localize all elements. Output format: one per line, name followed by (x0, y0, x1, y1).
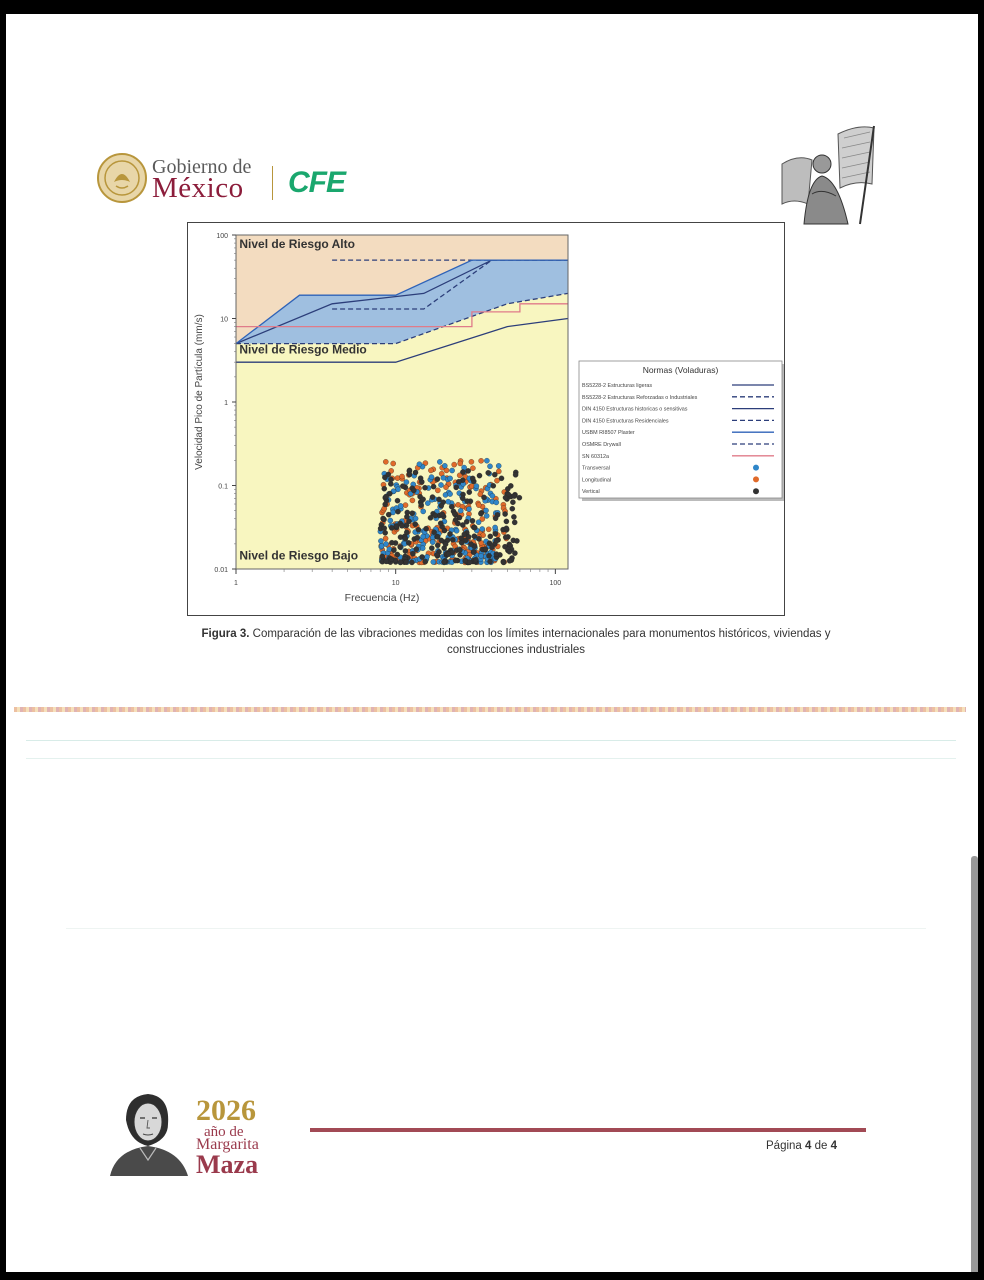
scatter-point (403, 548, 408, 553)
scatter-point (479, 458, 484, 463)
scatter-point (446, 499, 451, 504)
scatter-point (514, 538, 519, 543)
scatter-point (503, 495, 508, 500)
scatter-point (413, 522, 418, 527)
scatter-point (467, 490, 472, 495)
scatter-point (384, 494, 389, 499)
figure-caption (186, 626, 846, 658)
scrollbar-thumb[interactable] (971, 856, 978, 1272)
scatter-point (488, 534, 493, 539)
scatter-point (466, 468, 471, 473)
page-prefix: Página (766, 1140, 806, 1152)
scatter-point (486, 470, 491, 475)
scatter-point (413, 470, 418, 475)
scatter-point (499, 476, 504, 481)
scatter-point (420, 546, 425, 551)
scatter-point (450, 468, 455, 473)
scatter-point (449, 504, 454, 509)
scatter-point (400, 484, 405, 489)
scatter-point (409, 560, 414, 565)
scatter-point (473, 557, 478, 562)
scatter-point (410, 511, 415, 516)
legend-marker (753, 465, 759, 471)
scatter-point (406, 540, 411, 545)
scatter-point (476, 503, 481, 508)
scatter-point (398, 544, 403, 549)
scatter-point (472, 525, 477, 530)
scatter-point (413, 516, 418, 521)
scatter-point (459, 540, 464, 545)
page-total: 4 (830, 1140, 838, 1152)
scatter-point (388, 518, 393, 523)
scatter-point (383, 530, 388, 535)
scatter-point (504, 526, 509, 531)
scatter-point (443, 542, 448, 547)
scatter-point (435, 534, 440, 539)
scatter-point (431, 559, 436, 564)
scatter-point (469, 459, 474, 464)
scatter-point (421, 509, 426, 514)
scatter-point (470, 476, 475, 481)
scatter-point (458, 508, 463, 513)
scatter-point (494, 538, 499, 543)
scatter-point (382, 526, 387, 531)
legend-entry-label: BS5228-2 Estructuras ligeras (582, 383, 653, 389)
mexico-coat-of-arms-logo (96, 152, 148, 204)
scatter-point (428, 515, 433, 520)
scatter-point (494, 500, 499, 505)
scatter-point (417, 462, 422, 467)
scatter-point (488, 559, 493, 564)
scatter-point (395, 552, 400, 557)
x-tick-label: 1 (234, 580, 238, 587)
legend-entry-label: USBM RI8507 Plaster (582, 430, 635, 437)
scatter-point (432, 530, 437, 535)
scatter-point (468, 542, 473, 547)
scatter-point (448, 491, 453, 496)
scatter-point (410, 498, 415, 503)
scatter-point (446, 552, 451, 557)
scatter-point (391, 461, 396, 466)
scatter-point (452, 462, 457, 467)
scatter-point (453, 558, 458, 563)
scatter-point (423, 559, 428, 564)
gobierno-de-label: Gobierno de (152, 156, 252, 178)
scatter-point (398, 503, 403, 508)
faint-rule (26, 758, 956, 759)
scatter-point (453, 517, 458, 522)
scatter-point (460, 496, 465, 501)
caption-text: Comparación de las vibraciones medidas con los límites internacionales para monumentos históricos, viviendas y construcciones industriales (249, 628, 831, 656)
scatter-point (490, 493, 495, 498)
scatter-point (490, 545, 495, 550)
zone-label: Nivel de Riesgo Alto (239, 236, 355, 251)
scatter-point (436, 497, 441, 502)
scatter-point (447, 531, 452, 536)
scatter-point (428, 468, 433, 473)
y-tick-label: 0.01 (214, 567, 228, 574)
scatter-point (510, 500, 515, 505)
figure-frame (187, 222, 785, 616)
scatter-point (476, 536, 481, 541)
scatter-point (438, 521, 443, 526)
footer-maza: Maza (196, 1150, 259, 1179)
footer-ano-de: año de (204, 1124, 244, 1140)
scatter-point (395, 498, 400, 503)
scatter-point (484, 513, 489, 518)
header-divider (272, 166, 273, 200)
scatter-point (460, 522, 465, 527)
scatter-point (435, 477, 440, 482)
legend-marker (753, 488, 759, 494)
cfe-logo: CFE (288, 166, 345, 199)
scatter-point (457, 547, 462, 552)
scatter-point (386, 472, 391, 477)
scatter-point (507, 549, 512, 554)
flag-heroine-illustration (778, 124, 878, 226)
scatter-point (443, 485, 448, 490)
scatter-point (484, 458, 489, 463)
scatter-point (483, 547, 488, 552)
scatter-point (404, 480, 409, 485)
scatter-point (457, 552, 462, 557)
scatter-point (479, 553, 484, 558)
scatter-point (443, 492, 448, 497)
scatter-point (507, 558, 512, 563)
scatter-point (513, 472, 518, 477)
faint-rule (66, 928, 926, 929)
scatter-point (430, 540, 435, 545)
scatter-point (384, 559, 389, 564)
footer-year: 2026 (196, 1094, 256, 1127)
y-tick-label: 100 (216, 233, 228, 240)
scatter-point (460, 469, 465, 474)
scatter-point (470, 518, 475, 523)
legend-entry-label: SN 60312a (582, 453, 609, 460)
scatter-point (481, 495, 486, 500)
scatter-point (510, 506, 515, 511)
scatter-point (383, 541, 388, 546)
scatter-point (471, 549, 476, 554)
scatter-point (429, 546, 434, 551)
scatter-point (416, 527, 421, 532)
legend-marker (753, 476, 759, 482)
scatter-point (448, 476, 453, 481)
footer-rule (310, 1128, 866, 1132)
scatter-point (503, 511, 508, 516)
y-tick-label: 1 (224, 400, 228, 407)
scatter-point (491, 483, 496, 488)
scatter-point (440, 512, 445, 517)
mexico-label: México (152, 172, 244, 204)
scatter-point (418, 476, 423, 481)
page-current: 4 (805, 1140, 812, 1152)
scatter-point (437, 459, 442, 464)
scatter-point (378, 538, 383, 543)
scatter-point (404, 559, 409, 564)
scatter-point (472, 534, 477, 539)
scatter-point (419, 503, 424, 508)
scatter-point (415, 535, 420, 540)
scatter-point (492, 472, 497, 477)
scatter-point (434, 553, 439, 558)
scatter-point (438, 482, 443, 487)
scatter-point (383, 536, 388, 541)
scatter-point (470, 466, 475, 471)
scatter-point (512, 551, 517, 556)
scatter-point (389, 557, 394, 562)
scatter-point (404, 530, 409, 535)
legend-entry-label: Longitudinal (582, 477, 612, 484)
scatter-point (467, 560, 472, 565)
scatter-point (435, 488, 440, 493)
legend-entry-label: DIN 4150 Estructuras Residenciales (582, 418, 669, 425)
scatter-point (424, 554, 429, 559)
vibration-chart (188, 223, 784, 615)
page-mid: de (811, 1140, 831, 1152)
scatter-point (386, 512, 391, 517)
x-axis-label: Frecuencia (Hz) (344, 592, 420, 604)
scatter-point (477, 473, 482, 478)
scatter-point (511, 514, 516, 519)
scatter-point (439, 503, 444, 508)
section-divider (14, 707, 966, 712)
scatter-point (476, 520, 481, 525)
scatter-point (508, 483, 513, 488)
scatter-point (422, 485, 427, 490)
scatter-point (512, 493, 517, 498)
scatter-point (431, 484, 436, 489)
scatter-point (493, 516, 498, 521)
scatter-point (496, 463, 501, 468)
caption-label: Figura 3. (201, 628, 250, 640)
scatter-point (404, 523, 409, 528)
scatter-point (411, 488, 416, 493)
footer-margarita: Margarita (196, 1136, 259, 1153)
y-tick-label: 0.1 (218, 483, 228, 491)
scatter-point (462, 532, 467, 537)
scatter-point (399, 474, 404, 479)
scatter-point (478, 511, 483, 516)
scatter-point (391, 548, 396, 553)
scatter-point (512, 520, 517, 525)
scatter-point (480, 526, 485, 531)
scatter-point (407, 472, 412, 477)
scatter-point (466, 507, 471, 512)
scatter-point (430, 495, 435, 500)
faint-rule (26, 740, 956, 741)
scatter-point (389, 540, 394, 545)
scatter-point (404, 514, 409, 519)
scatter-point (380, 554, 385, 559)
scatter-point (494, 552, 499, 557)
zone-label: Nivel de Riesgo Medio (239, 342, 367, 357)
legend-entry-label: OSMRE Drywall (582, 442, 621, 448)
scatter-point (424, 526, 429, 531)
zone-label: Nivel de Riesgo Bajo (239, 548, 359, 563)
scatter-point (387, 547, 392, 552)
scatter-point (383, 459, 388, 464)
y-tick-label: 10 (220, 316, 228, 324)
scatter-point (504, 519, 509, 524)
scatter-point (395, 509, 400, 514)
scatter-point (435, 543, 440, 548)
x-tick-label: 10 (391, 580, 400, 587)
scatter-point (441, 559, 446, 564)
legend-entry-label: DIN 4150 Estructuras historicas o sensitivas (582, 406, 688, 413)
scatter-point (429, 475, 434, 480)
scatter-point (452, 511, 457, 516)
margarita-maza-portrait (102, 1090, 194, 1176)
scatter-point (420, 554, 425, 559)
legend-entry-label: BS5228-2 Estructuras Reforzadas o Industriales (582, 394, 698, 401)
scatter-point (465, 499, 470, 504)
scatter-point (410, 551, 415, 556)
scatter-point (501, 560, 506, 565)
scatter-point (398, 560, 403, 565)
scatter-point (444, 468, 449, 473)
scatter-point (454, 528, 459, 533)
scatter-point (382, 486, 387, 491)
scatter-point (381, 516, 386, 521)
scatter-point (403, 536, 408, 541)
page-number (766, 1140, 837, 1152)
scatter-point (403, 503, 408, 508)
scatter-point (414, 547, 419, 552)
scatter-point (493, 525, 498, 530)
document-page (6, 14, 978, 1272)
scatter-point (441, 475, 446, 480)
x-tick-label: 100 (549, 580, 562, 587)
legend-entry-label: Transversal (582, 465, 610, 472)
scatter-point (458, 461, 463, 466)
scatter-point (486, 527, 491, 532)
legend-entry-label: Vertical (582, 489, 600, 496)
scatter-point (456, 479, 461, 484)
scatter-point (493, 531, 498, 536)
scatter-point (389, 525, 394, 530)
scatter-point (421, 534, 426, 539)
scatter-point (399, 523, 404, 528)
scatter-point (487, 464, 492, 469)
y-axis-label: Velocidad Pico de Partícula (mm/s) (194, 314, 205, 470)
legend-title: Normas (Voladuras) (642, 365, 719, 375)
scatter-point (450, 537, 455, 542)
scatter-point (442, 463, 447, 468)
scatter-point (421, 497, 426, 502)
scatter-point (388, 477, 393, 482)
scatter-point (383, 502, 388, 507)
scatter-point (486, 553, 491, 558)
scatter-point (454, 485, 459, 490)
scatter-point (517, 495, 522, 500)
scatter-point (433, 513, 438, 518)
scatter-point (503, 535, 508, 540)
scatter-point (474, 484, 479, 489)
scatter-point (483, 508, 488, 513)
